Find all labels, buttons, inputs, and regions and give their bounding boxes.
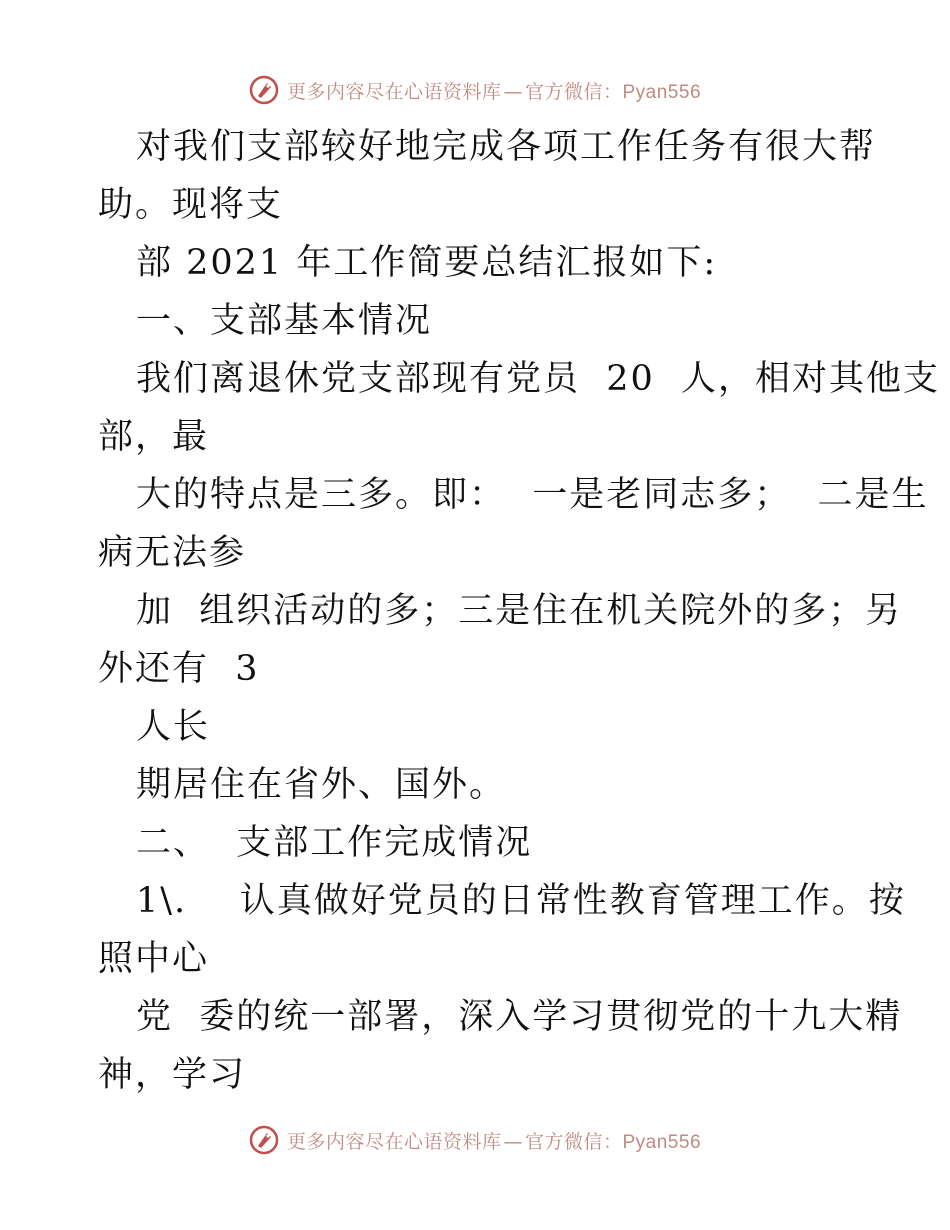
pen-nib-logo-icon	[249, 1125, 279, 1155]
section-heading: 一、支部基本情况	[136, 301, 433, 341]
section-heading: 二、 支部工作完成情况	[136, 823, 533, 863]
pen-nib-logo-icon	[249, 75, 279, 105]
watermark-text: 更多内容尽在心语资料库 — 官方微信：Pyan556	[286, 1130, 702, 1153]
header-watermark	[0, 70, 950, 110]
watermark-text: 更多内容尽在心语资料库 — 官方微信：Pyan556	[286, 80, 702, 103]
paragraph-line: 党 委的统一部署，深入学习贯彻党的十九大精	[136, 997, 903, 1037]
paragraph-line: 大的特点是三多。即： 一是老同志多； 二是生	[136, 475, 929, 515]
paragraph-line: 部，最	[98, 417, 210, 457]
footer-watermark	[0, 1120, 950, 1160]
paragraph-line: 加 组织活动的多；三是住在机关院外的多；另	[136, 591, 903, 631]
paragraph-line: 我们离退休党支部现有党员 20 人，相对其他支	[136, 359, 941, 399]
paragraph-line: 外还有 3	[98, 649, 260, 689]
paragraph-line: 助。现将支	[98, 185, 284, 225]
paragraph-line: 对我们支部较好地完成各项工作任务有很大帮	[136, 127, 877, 167]
paragraph-line: 神，学习	[98, 1055, 247, 1095]
paragraph-line: 1\. 认真做好党员的日常性教育管理工作。按	[136, 881, 906, 921]
paragraph-line: 病无法参	[98, 533, 247, 573]
document-body	[98, 118, 941, 1104]
paragraph-line: 人长	[136, 707, 211, 747]
paragraph-line: 部 2021 年工作简要总结汇报如下:	[136, 243, 718, 283]
paragraph-line: 照中心	[98, 939, 210, 979]
paragraph-line: 期居住在省外、国外。	[136, 765, 507, 805]
